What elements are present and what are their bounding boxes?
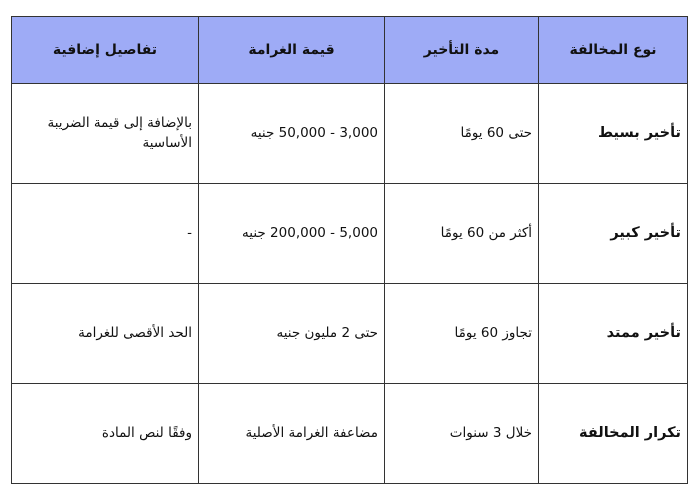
cell-violation-type: تأخير كبير [539, 184, 688, 284]
cell-delay-duration: حتى 60 يومًا [385, 84, 539, 184]
header-violation-type: نوع المخالفة [539, 17, 688, 84]
cell-violation-type: تأخير بسيط [539, 84, 688, 184]
cell-delay-duration: تجاوز 60 يومًا [385, 284, 539, 384]
header-delay-duration: مدة التأخير [385, 17, 539, 84]
header-fine-amount: قيمة الغرامة [199, 17, 385, 84]
cell-violation-type: تكرار المخالفة [539, 384, 688, 484]
table-row [12, 184, 688, 284]
cell-fine-amount: 5,000 - 200,000 جنيه [199, 184, 385, 284]
cell-additional-details: الحد الأقصى للغرامة [12, 284, 199, 384]
cell-delay-duration: خلال 3 سنوات [385, 384, 539, 484]
table-row [12, 84, 688, 184]
cell-violation-type: تأخير ممتد [539, 284, 688, 384]
cell-additional-details: - [12, 184, 199, 284]
cell-fine-amount: حتى 2 مليون جنيه [199, 284, 385, 384]
header-additional-details: تفاصيل إضافية [12, 17, 199, 84]
table-header-row [12, 17, 688, 84]
cell-delay-duration: أكثر من 60 يومًا [385, 184, 539, 284]
cell-additional-details: بالإضافة إلى قيمة الضريبة الأساسية [12, 84, 199, 184]
cell-additional-details: وفقًا لنص المادة [12, 384, 199, 484]
cell-fine-amount: مضاعفة الغرامة الأصلية [199, 384, 385, 484]
penalties-table [11, 16, 688, 484]
table-row [12, 284, 688, 384]
cell-fine-amount: 3,000 - 50,000 جنيه [199, 84, 385, 184]
table-row [12, 384, 688, 484]
